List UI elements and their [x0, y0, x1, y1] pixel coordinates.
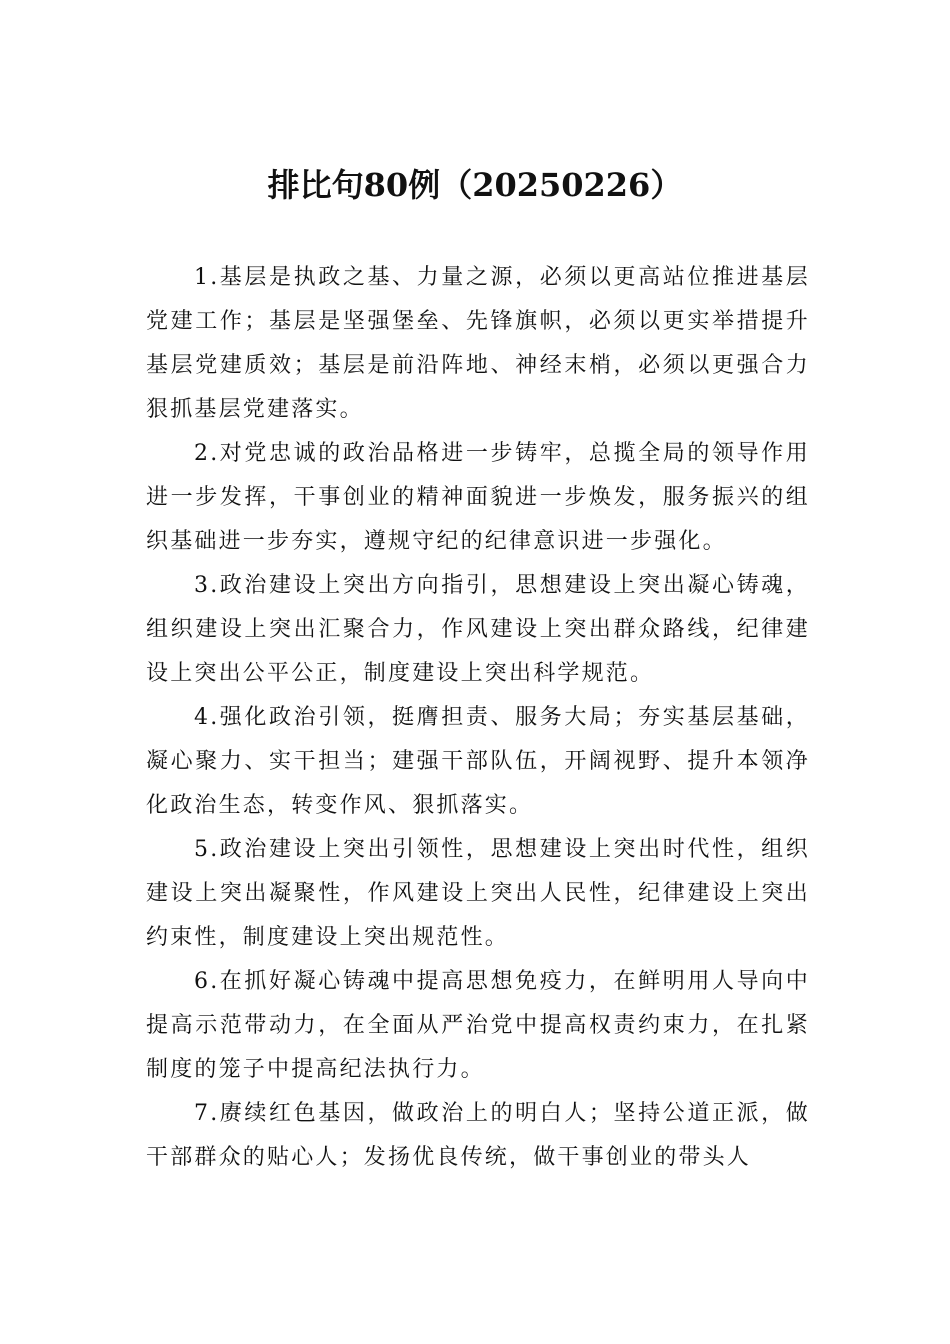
document-title: 排比句80例（20250226）	[267, 166, 683, 204]
paragraph-5: 5.政治建设上突出引领性，思想建设上突出时代性，组织建设上突出凝聚性，作风建设上突出人民性，纪律建设上突出约束性，制度建设上突出规范性。	[146, 837, 810, 950]
paragraph-1: 1.基层是执政之基、力量之源，必须以更高站位推进基层党建工作；基层是坚强堡垒、先锋旗帜，必须以更实举措提升基层党建质效；基层是前沿阵地、神经末梢，必须以更强合力狠抓基层党建落实。	[146, 265, 810, 422]
paragraph-4: 4.强化政治引领，挺膺担责、服务大局；夯实基层基础，凝心聚力、实干担当；建强干部队伍，开阔视野、提升本领净化政治生态，转变作风、狠抓落实。	[146, 705, 810, 818]
paragraph-7: 7.赓续红色基因，做政治上的明白人；坚持公道正派，做干部群众的贴心人；发扬优良传统，做干事创业的带头人	[146, 1101, 810, 1170]
paragraph-6: 6.在抓好凝心铸魂中提高思想免疫力，在鲜明用人导向中提高示范带动力，在全面从严治党中提高权责约束力，在扎紧制度的笼子中提高纪法执行力。	[146, 969, 810, 1082]
document-body	[146, 256, 810, 1180]
paragraph-2: 2.对党忠诚的政治品格进一步铸牢，总揽全局的领导作用进一步发挥，干事创业的精神面貌进一步焕发，服务振兴的组织基础进一步夯实，遵规守纪的纪律意识进一步强化。	[146, 441, 810, 554]
paragraph-3: 3.政治建设上突出方向指引，思想建设上突出凝心铸魂，组织建设上突出汇聚合力，作风建设上突出群众路线，纪律建设上突出公平公正，制度建设上突出科学规范。	[146, 573, 810, 686]
